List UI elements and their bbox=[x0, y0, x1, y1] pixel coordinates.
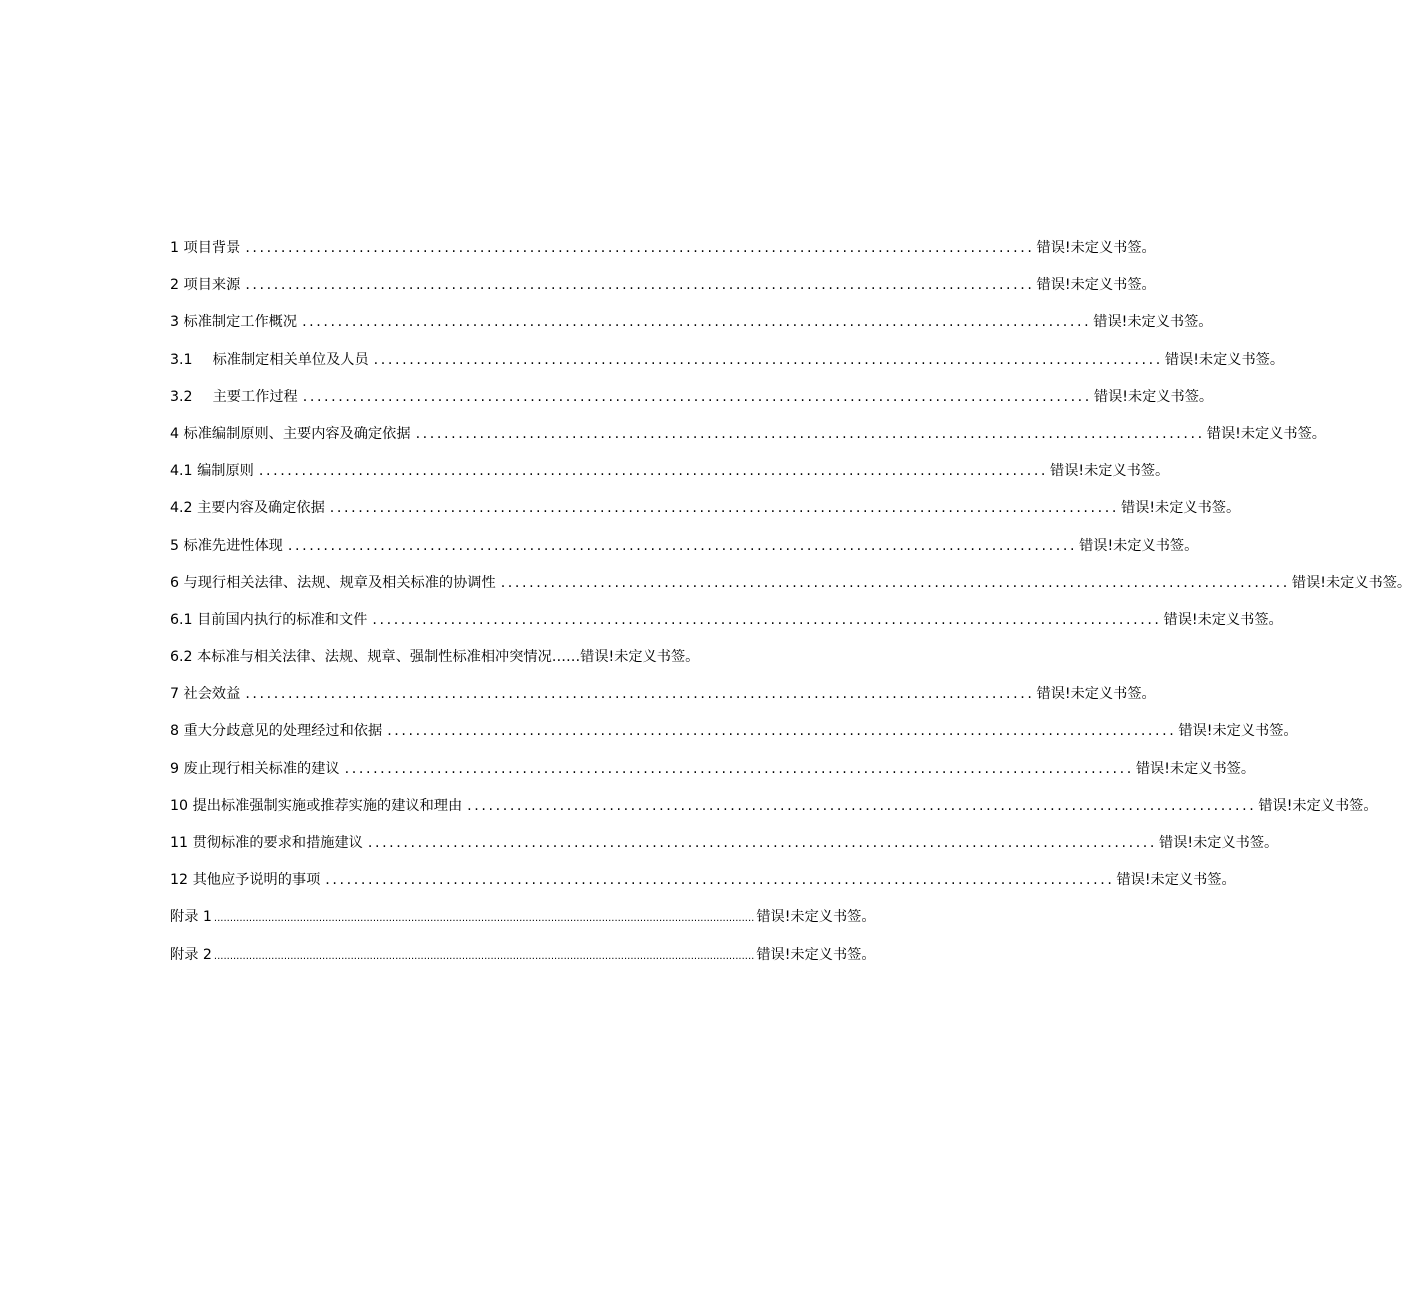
toc-entry-title: 本标准与相关法律、法规、规章、强制性标准相冲突情况…… bbox=[197, 649, 581, 666]
toc-entry-page: 错误!未定义书签。 bbox=[1135, 760, 1256, 777]
toc-entry-number: 4.2 bbox=[170, 500, 193, 517]
toc-entry-number: 8 bbox=[170, 723, 180, 740]
toc-entry-page: 错误!未定义书签。 bbox=[580, 649, 700, 666]
toc-entry-page: 错误!未定义书签。 bbox=[1093, 388, 1214, 405]
toc-entry-number: 5 bbox=[170, 537, 180, 554]
dot-leader: ............................................................................................................... bbox=[245, 240, 1035, 256]
toc-entry[interactable] bbox=[170, 342, 1285, 379]
toc-entry-number: 11 bbox=[170, 835, 189, 851]
toc-entry-page: 错误!未定义书签。 bbox=[1159, 835, 1279, 851]
toc-entry-title: 附录 1 bbox=[170, 909, 212, 926]
toc-entry-page: 错误!未定义书签。 bbox=[1206, 425, 1326, 442]
dot-leader: ............................................................................................................... bbox=[373, 351, 1163, 368]
toc-entry-number: 3.1 bbox=[170, 351, 193, 368]
toc-entry-title: 重大分歧意见的处理经过和依据 bbox=[183, 723, 383, 740]
toc-entry-page: 错误!未定义书签。 bbox=[1093, 314, 1213, 331]
dot-leader: .......................................................................................................................................................................... bbox=[213, 913, 755, 925]
dot-leader: ............................................................................................................... bbox=[325, 872, 1115, 889]
toc-entry[interactable] bbox=[170, 230, 1156, 267]
dot-leader: ............................................................................................................... bbox=[245, 686, 1035, 703]
toc-entry-title: 附录 2 bbox=[170, 946, 212, 963]
toc-entry[interactable] bbox=[170, 379, 1214, 416]
toc-entry-title: 标准制定工作概况 bbox=[183, 314, 298, 331]
dot-leader: ............................................................................................................... bbox=[415, 425, 1205, 442]
dot-leader: ............................................................................................................... bbox=[344, 760, 1134, 777]
dot-leader: ............................................................................................................... bbox=[287, 537, 1078, 554]
toc-entry-number: 3.2 bbox=[170, 388, 193, 405]
toc-entry-title: 主要内容及确定依据 bbox=[197, 500, 325, 517]
toc-entry-title: 主要工作过程 bbox=[212, 388, 298, 405]
toc-entry-title: 目前国内执行的标准和文件 bbox=[197, 611, 368, 628]
dot-leader: ............................................................................................................... bbox=[329, 500, 1119, 517]
toc-entry-page: 错误!未定义书签。 bbox=[1120, 500, 1241, 517]
toc-entry-title: 标准制定相关单位及人员 bbox=[212, 351, 369, 368]
toc-entry-page: 错误!未定义书签。 bbox=[1079, 537, 1199, 554]
toc-entry-number: 6.1 bbox=[170, 611, 193, 628]
toc-entry-title: 其他应予说明的事项 bbox=[192, 872, 321, 889]
toc-entry-page: 错误!未定义书签。 bbox=[756, 909, 876, 926]
toc-entry-title: 与现行相关法律、法规、规章及相关标准的协调性 bbox=[183, 574, 496, 591]
toc-entry[interactable] bbox=[170, 490, 1241, 527]
toc-entry-number: 10 bbox=[170, 797, 189, 814]
toc-entry-title: 废止现行相关标准的建议 bbox=[183, 760, 340, 777]
dot-leader: ............................................................................................................... bbox=[258, 463, 1049, 480]
toc-entry-page: 错误!未定义书签。 bbox=[756, 946, 876, 963]
toc-entry-number: 7 bbox=[170, 686, 180, 703]
toc-entry-page: 错误!未定义书签。 bbox=[1258, 797, 1378, 814]
toc-entry-number: 2 bbox=[170, 277, 180, 294]
toc-entry[interactable] bbox=[170, 267, 1156, 304]
toc-entry-page: 错误!未定义书签。 bbox=[1036, 277, 1156, 294]
toc-entry-page: 错误!未定义书签。 bbox=[1050, 463, 1170, 480]
toc-entry-title: 提出标准强制实施或推荐实施的建议和理由 bbox=[192, 797, 463, 814]
toc-entry-page: 错误!未定义书签。 bbox=[1036, 240, 1156, 256]
toc-entry-number: 12 bbox=[170, 872, 189, 889]
dot-leader: ............................................................................................................... bbox=[302, 388, 1092, 405]
toc-entry[interactable] bbox=[170, 862, 1236, 899]
toc-entry[interactable] bbox=[170, 788, 1378, 825]
toc-entry[interactable] bbox=[170, 937, 876, 974]
toc-entry[interactable] bbox=[170, 713, 1298, 750]
toc-entry-number: 9 bbox=[170, 760, 180, 777]
dot-leader: .......................................................................................................................................................................... bbox=[213, 950, 755, 962]
toc-entry[interactable] bbox=[170, 565, 1411, 602]
table-of-contents bbox=[170, 230, 1411, 974]
toc-entry-number: 6.2 bbox=[170, 649, 193, 666]
toc-entry-title: 贯彻标准的要求和措施建议 bbox=[192, 835, 363, 851]
dot-leader: ............................................................................................................... bbox=[467, 797, 1257, 814]
toc-entry-page: 错误!未定义书签。 bbox=[1164, 351, 1285, 368]
toc-entry[interactable] bbox=[170, 416, 1326, 453]
dot-leader: ............................................................................................................... bbox=[367, 835, 1158, 851]
toc-entry[interactable] bbox=[170, 751, 1256, 788]
toc-entry-title: 社会效益 bbox=[183, 686, 241, 703]
toc-entry[interactable] bbox=[170, 825, 1279, 862]
dot-leader: ............................................................................................................... bbox=[372, 611, 1162, 628]
toc-entry-number: 3 bbox=[170, 314, 180, 331]
toc-entry-title: 项目背景 bbox=[183, 240, 241, 256]
toc-entry[interactable] bbox=[170, 453, 1170, 490]
toc-entry[interactable] bbox=[170, 676, 1156, 713]
toc-entry[interactable] bbox=[170, 304, 1213, 341]
toc-entry-title: 标准编制原则、主要内容及确定依据 bbox=[183, 425, 411, 442]
toc-entry-number: 1 bbox=[170, 240, 180, 256]
toc-entry-page: 错误!未定义书签。 bbox=[1163, 611, 1283, 628]
toc-entry-title: 项目来源 bbox=[183, 277, 241, 294]
toc-entry-title: 标准先进性体现 bbox=[183, 537, 283, 554]
toc-entry-page: 错误!未定义书签。 bbox=[1116, 872, 1236, 889]
dot-leader: ............................................................................................................... bbox=[302, 314, 1092, 331]
dot-leader: ............................................................................................................... bbox=[500, 574, 1290, 591]
toc-entry-number: 6 bbox=[170, 574, 180, 591]
toc-entry[interactable] bbox=[170, 602, 1283, 639]
toc-entry-page: 错误!未定义书签。 bbox=[1036, 686, 1156, 703]
toc-entry[interactable] bbox=[170, 639, 762, 676]
dot-leader: ............................................................................................................... bbox=[245, 277, 1035, 294]
toc-entry-title: 编制原则 bbox=[197, 463, 254, 480]
toc-entry-page: 错误!未定义书签。 bbox=[1178, 723, 1298, 740]
toc-entry[interactable] bbox=[170, 528, 1199, 565]
dot-leader: ............................................................................................................... bbox=[387, 723, 1177, 740]
toc-entry-number: 4 bbox=[170, 425, 180, 442]
toc-entry[interactable] bbox=[170, 899, 876, 936]
toc-entry-number: 4.1 bbox=[170, 463, 193, 480]
toc-entry-page: 错误!未定义书签。 bbox=[1291, 574, 1411, 591]
